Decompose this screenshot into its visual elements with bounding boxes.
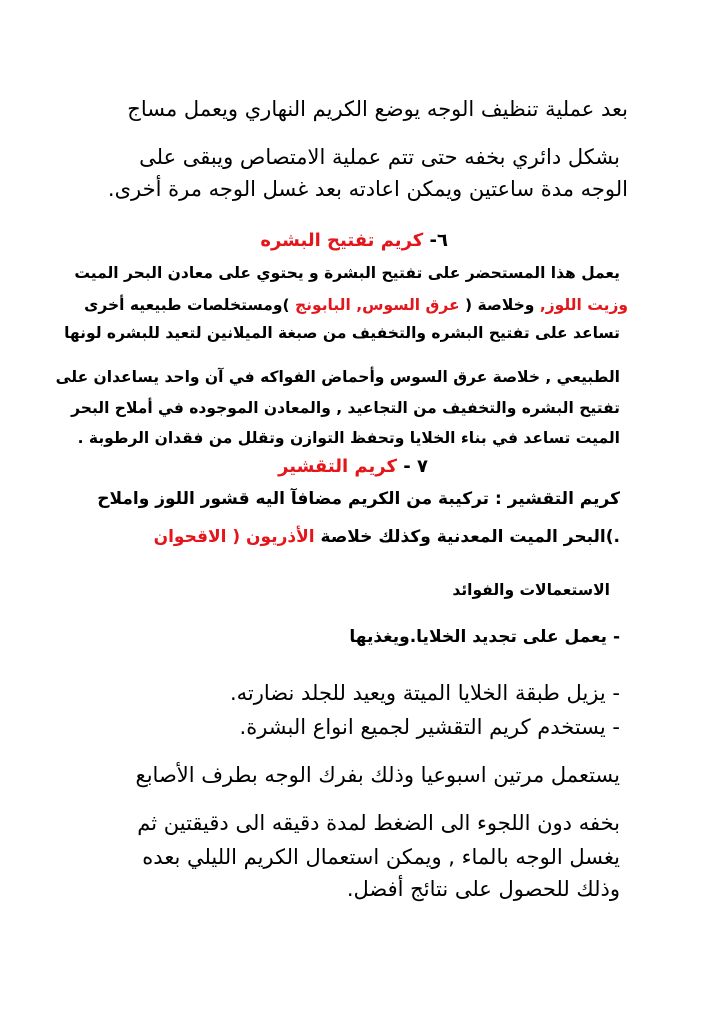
- section-6-line-3: تساعد على تفتيح البشره والتخفيف من صبغة الميلانين لتعيد للبشره لونها: [64, 324, 620, 342]
- section-7-line-2: [0, 522, 620, 552]
- section-6-licorice-chamomile: عرق السوس, البابونج: [295, 296, 460, 314]
- uses-line-5: بخفه دون اللجوء الى الضغط لمدة دقيقه الى دقيقتين ثم: [137, 811, 620, 835]
- section-6-line-5: تفتيح البشره والتخفيف من التجاعيد , والمعادن الموجوده في أملاح البحر: [71, 399, 620, 417]
- intro-line-2: بشكل دائري بخفه حتى تتم عملية الامتصاص ويبقى على: [139, 145, 620, 169]
- section-6-line-1: يعمل هذا المستحضر على تفتيح البشرة و يحتوي على معادن البحر الميت: [74, 264, 620, 282]
- section-7-line-2-text: البحر الميت المعدنية وكذلك خلاصة: [314, 527, 606, 547]
- intro-line-3: الوجه مدة ساعتين ويمكن اعادته بعد غسل الوجه مرة أخرى.: [107, 177, 628, 201]
- section-6-line-4: الطبيعي , خلاصة عرق السوس وأحماض الفواكه في آن واحد يساعدان على: [55, 368, 620, 386]
- section-7-number: ٧ -: [403, 456, 428, 477]
- section-6-extract-label: وخلاصة (: [459, 296, 540, 314]
- section-6-almond-oil: وزيت اللوز,: [539, 296, 628, 314]
- intro-line-1: بعد عملية تنظيف الوجه يوضع الكريم النهاري ويعمل مساج: [127, 97, 628, 121]
- section-6-line-2: [0, 290, 628, 320]
- section-6-other-extracts: )ومستخلصات طبيعيه أخرى: [84, 296, 295, 314]
- section-7-heading: [0, 452, 428, 482]
- uses-item-1: - يعمل على تجديد الخلايا.ويغذيها: [349, 627, 620, 647]
- section-6-heading: [0, 226, 448, 256]
- uses-item-3: - يستخدم كريم التقشير لجميع انواع البشرة.: [239, 715, 620, 739]
- uses-item-2: - يزيل طبقة الخلايا الميتة ويعيد للجلد نضارته.: [229, 681, 620, 705]
- section-6-line-6: الميت تساعد في بناء الخلايا وتحفظ التوازن وتقلل من فقدان الرطوبة .: [77, 429, 620, 447]
- section-6-title: كريم تفتيح البشره: [260, 230, 424, 251]
- section-7-marigold: الأذريون ( الاقحوان: [153, 527, 315, 547]
- section-7-title: كريم التقشير: [278, 456, 397, 477]
- uses-line-4: يستعمل مرتين اسبوعيا وذلك بفرك الوجه بطرف الأصابع: [135, 763, 620, 787]
- section-7-line-2-end: .): [605, 527, 620, 547]
- uses-line-7: وذلك للحصول على نتائج أفضل.: [346, 877, 620, 901]
- uses-line-6: يغسل الوجه بالماء , ويمكن استعمال الكريم الليلي بعده: [142, 845, 620, 869]
- uses-heading: الاستعمالات والفوائد: [452, 581, 610, 599]
- section-7-line-1: كريم التقشير : تركيبة من الكريم مضافآ اليه قشور اللوز واملاح: [97, 489, 620, 509]
- section-6-number: ٦-: [429, 230, 448, 251]
